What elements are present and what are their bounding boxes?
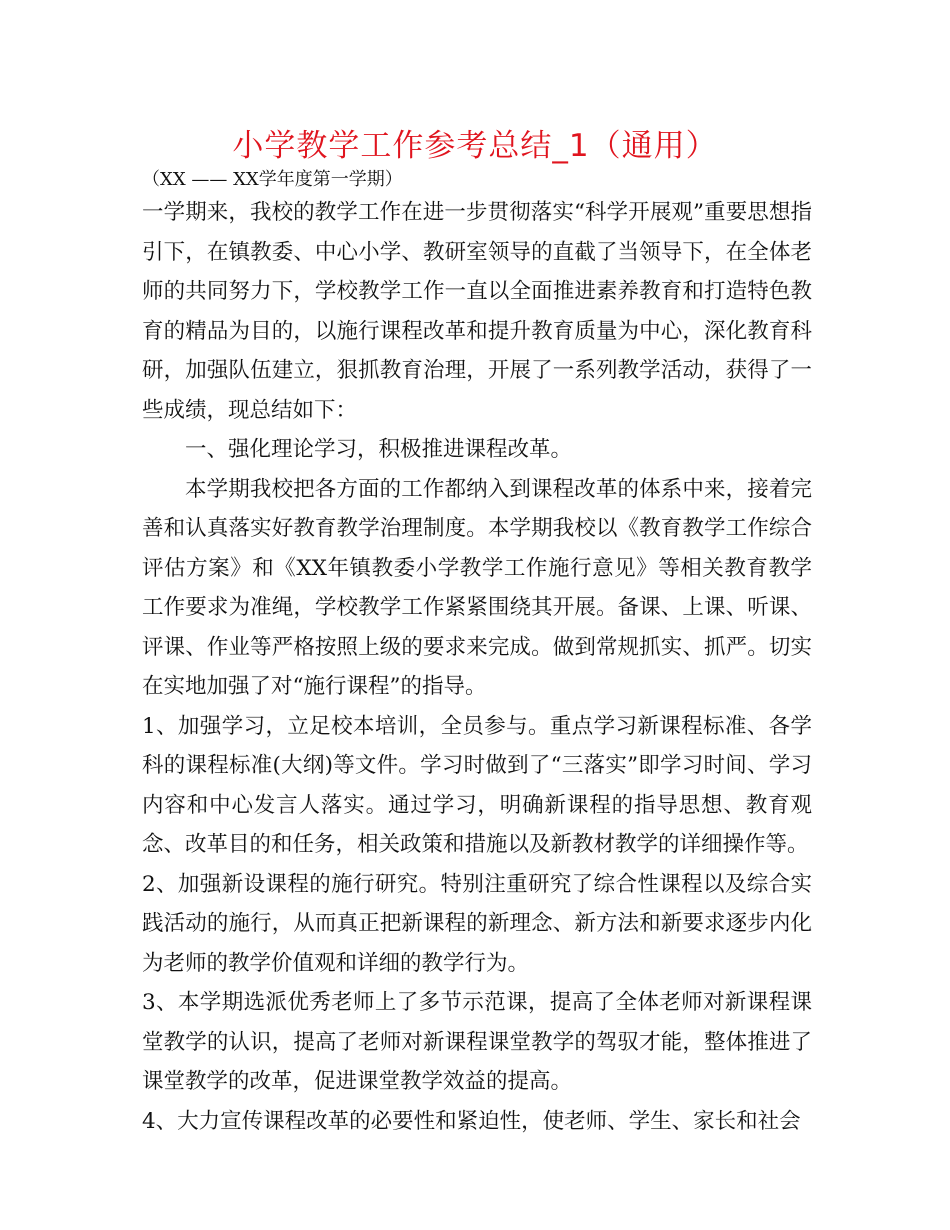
document-body bbox=[142, 193, 812, 1141]
paragraph-section-1: 本学期我校把各方面的工作都纳入到课程改革的体系中来，接着完善和认真落实好教育教学治理制度。本学期我校以《教育教学工作综合评估方案》和《XX年镇教委小学教学工作施行意见》等相关教育教学工作要求为准绳，学校教学工作紧紧围绕其开展。备课、上课、听课、评课、作业等严格按照上级的要求来完成。做到常规抓实、抓严。切实在实地加强了对“施行课程”的指导。 bbox=[142, 476, 812, 699]
list-item-3: 3、本学期选派优秀老师上了多节示范课，提高了全体老师对新课程课堂教学的认识，提高了老师对新课程课堂教学的驾驭才能，整体推进了课堂教学的改革，促进课堂教学效益的提高。 bbox=[142, 990, 812, 1094]
paragraph-intro: 一学期来，我校的教学工作在进一步贯彻落实“科学开展观”重要思想指引下，在镇教委、中心小学、教研室领导的直截了当领导下，在全体老师的共同努力下，学校教学工作一直以全面推进素养教育和打造特色教育的精品为目的，以施行课程改革和提升教育质量为中心，深化教育科研，加强队伍建立，狠抓教育治理，开展了一系列教学活动，获得了一些成绩，现总结如下： bbox=[142, 200, 812, 423]
document-subtitle: （XX —— XX学年度第一学期） bbox=[142, 169, 403, 190]
section-heading-1: 一、强化理论学习，积极推进课程改革。 bbox=[185, 437, 573, 462]
document-title: 小学教学工作参考总结_1（通用） bbox=[232, 128, 718, 164]
list-item-1: 1、加强学习，立足校本培训，全员参与。重点学习新课程标准、各学科的课程标准(大纲)等文件。学习时做到了“三落实”即学习时间、学习内容和中心发言人落实。通过学习，明确新课程的指导思想、教育观念、改革目的和任务，相关政策和措施以及新教材教学的详细操作等。 bbox=[142, 713, 812, 857]
list-item-4: 4、大力宣传课程改革的必要性和紧迫性，使老师、学生、家长和社会 bbox=[142, 1108, 801, 1134]
list-item-2: 2、加强新设课程的施行研究。特别注重研究了综合性课程以及综合实践活动的施行，从而真正把新课程的新理念、新方法和新要求逐步内化为老师的教学价值观和详细的教学行为。 bbox=[142, 871, 812, 976]
